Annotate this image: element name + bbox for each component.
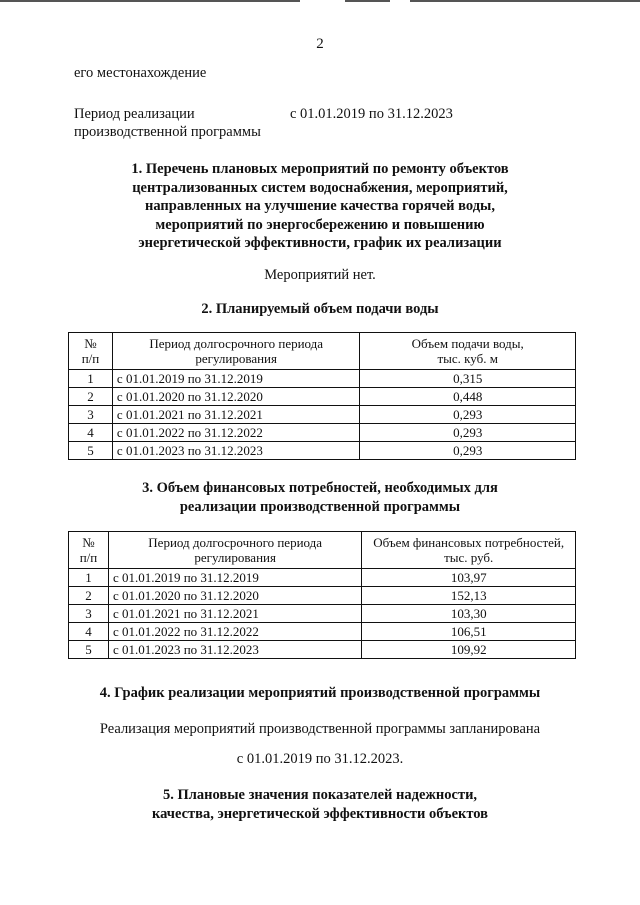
page-number: 2 xyxy=(316,36,324,52)
water-supply-table xyxy=(68,332,576,460)
section1-text: Мероприятий нет. xyxy=(264,267,376,283)
scan-top-edge xyxy=(0,0,640,3)
section4-text-line1: Реализация мероприятий производственной программы запланирована xyxy=(99,721,541,737)
table-row: 1 с 01.01.2019 по 31.12.2019 103,97 xyxy=(69,569,576,587)
section5-title-line: качества, энергетической эффективности объектов xyxy=(151,805,489,822)
section2-title: 2. Планируемый объем подачи воды xyxy=(201,301,439,317)
period-label-line1: Период реализации xyxy=(74,106,195,122)
table-row: 3 с 01.01.2021 по 31.12.2021 103,30 xyxy=(69,605,576,623)
header-num: № п/п xyxy=(69,333,113,370)
section5-title xyxy=(0,786,640,823)
header-value: Объем подачи воды, тыс. куб. м xyxy=(360,333,576,370)
location-line: его местонахождение xyxy=(74,65,207,81)
section3-title xyxy=(0,479,640,516)
header-num: № п/п xyxy=(69,532,109,569)
period-value: с 01.01.2019 по 31.12.2023 xyxy=(290,106,453,122)
section1-title-line: направленных на улучшение качества горячей воды, xyxy=(144,198,495,214)
header-value: Объем финансовых потребностей, тыс. руб. xyxy=(362,532,576,569)
section1-title-line: 1. Перечень плановых мероприятий по ремонту объектов xyxy=(131,161,509,177)
section3-title-line: реализации производственной программы xyxy=(179,498,461,515)
header-period: Период долгосрочного периода регулирования xyxy=(112,333,360,370)
table-row: 1 с 01.01.2019 по 31.12.2019 0,315 xyxy=(69,370,576,388)
table-row: 3 с 01.01.2021 по 31.12.2021 0,293 xyxy=(69,406,576,424)
header-period: Период долгосрочного периода регулирования xyxy=(108,532,361,569)
table-header-row xyxy=(69,333,576,370)
table-row: 4 с 01.01.2022 по 31.12.2022 0,293 xyxy=(69,424,576,442)
table-row: 2 с 01.01.2020 по 31.12.2020 0,448 xyxy=(69,388,576,406)
section4-title: 4. График реализации мероприятий производственной программы xyxy=(99,685,541,701)
table-row: 4 с 01.01.2022 по 31.12.2022 106,51 xyxy=(69,623,576,641)
financial-needs-table xyxy=(68,531,576,659)
section1-title-line: энергетической эффективности, график их реализации xyxy=(138,235,502,251)
section1-title-line: централизованных систем водоснабжения, мероприятий, xyxy=(132,179,508,196)
table-header-row xyxy=(69,532,576,569)
section1-title xyxy=(0,160,640,253)
table-row: 5 с 01.01.2023 по 31.12.2023 109,92 xyxy=(69,641,576,659)
period-label-line2: производственной программы xyxy=(74,124,261,140)
section1-title-line: мероприятий по энергосбережению и повышению xyxy=(155,216,485,233)
table-row: 2 с 01.01.2020 по 31.12.2020 152,13 xyxy=(69,587,576,605)
section5-title-line: 5. Плановые значения показателей надежности, xyxy=(162,787,478,803)
section4-text-line2: с 01.01.2019 по 31.12.2023. xyxy=(236,751,404,767)
table-row: 5 с 01.01.2023 по 31.12.2023 0,293 xyxy=(69,442,576,460)
section3-title-line: 3. Объем финансовых потребностей, необходимых для xyxy=(142,480,498,496)
